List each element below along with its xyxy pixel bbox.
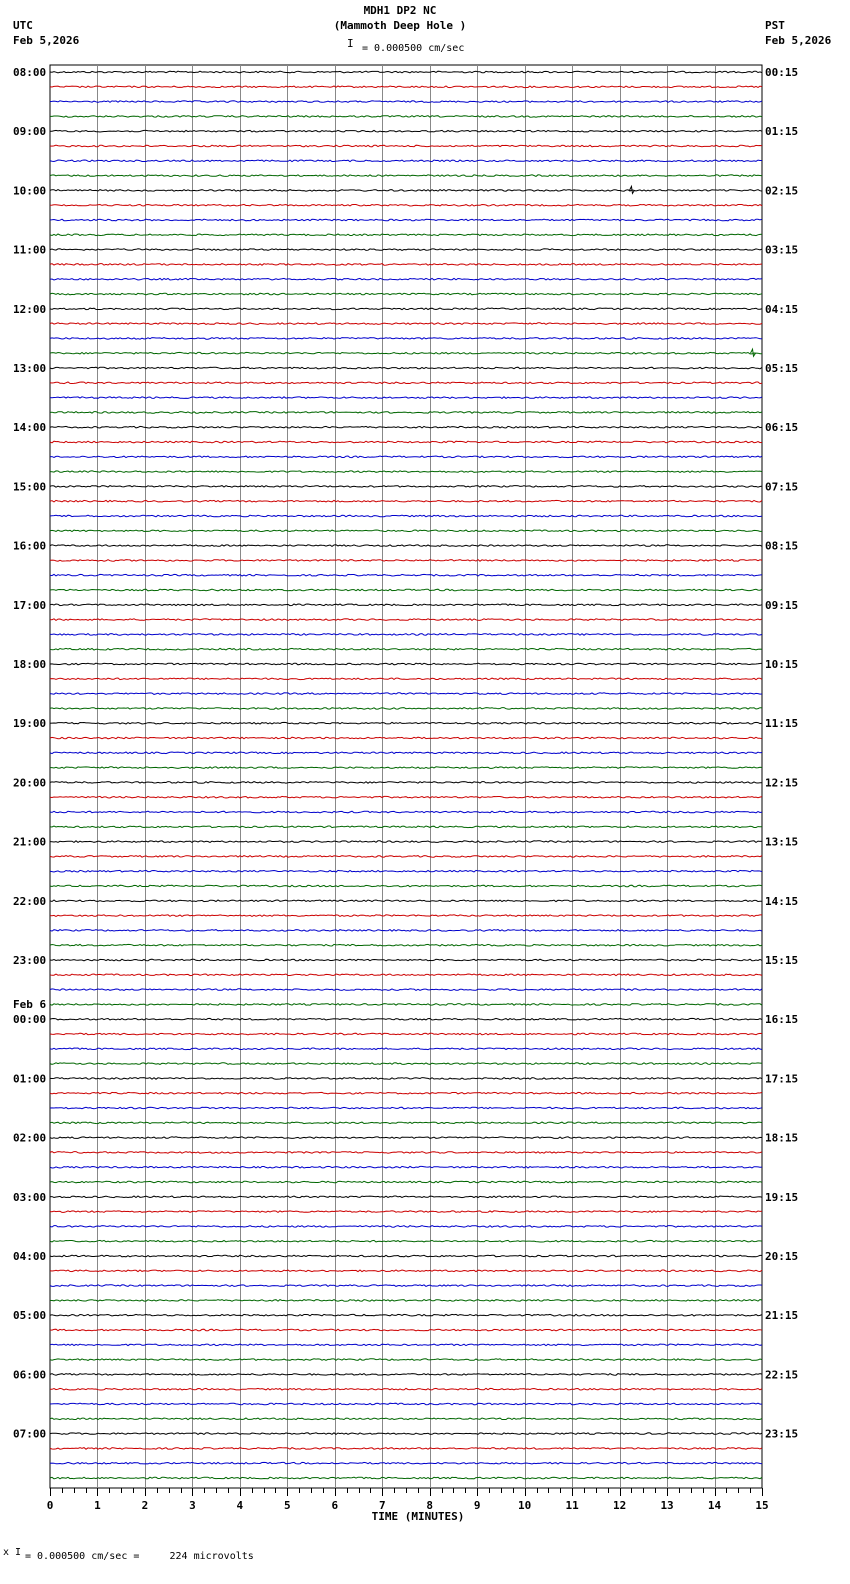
trace-3 <box>50 116 762 118</box>
trace-76 <box>50 1196 762 1198</box>
utc-hour-label: 17:00 <box>13 598 47 612</box>
trace-54 <box>50 870 762 872</box>
utc-hour-label: 04:00 <box>13 1250 47 1263</box>
pst-hour-label: 10:15 <box>765 658 799 671</box>
utc-hour-label: 11:00 <box>13 243 47 257</box>
trace-37 <box>50 619 762 621</box>
utc-hour-label: 22:00 <box>13 894 47 908</box>
utc-hour-label: 21:00 <box>13 835 47 849</box>
trace-0 <box>50 71 762 73</box>
pst-hour-label: 08:15 <box>765 539 799 553</box>
utc-hour-label: 10:00 <box>13 184 47 198</box>
x-tick-label: 8 <box>426 1499 434 1512</box>
trace-20 <box>50 367 762 369</box>
trace-8 <box>50 190 762 192</box>
x-tick-label: 1 <box>94 1499 101 1512</box>
trace-34 <box>50 574 762 576</box>
x-tick-label: 6 <box>331 1499 339 1512</box>
trace-15 <box>50 293 762 295</box>
x-tick-label: 10 <box>518 1499 532 1512</box>
utc-hour-label: 02:00 <box>13 1131 47 1145</box>
trace-95 <box>50 1477 762 1479</box>
utc-hour-label: 09:00 <box>13 125 47 139</box>
x-tick-label: 11 <box>565 1499 579 1512</box>
scale-bar-icon: I <box>347 37 354 50</box>
trace-68 <box>50 1078 762 1080</box>
pst-hour-label: 17:15 <box>765 1072 799 1086</box>
trace-67 <box>50 1063 762 1065</box>
trace-51 <box>50 826 762 828</box>
trace-83 <box>50 1300 762 1302</box>
trace-9 <box>50 204 762 206</box>
utc-hour-label: 05:00 <box>13 1309 47 1323</box>
trace-33 <box>50 560 762 562</box>
x-tick-label: 0 <box>46 1499 54 1512</box>
pst-hour-label: 22:15 <box>765 1368 799 1382</box>
utc-hour-label: 12:00 <box>13 302 47 316</box>
pst-hour-label: 23:15 <box>765 1427 799 1441</box>
trace-89 <box>50 1388 762 1390</box>
utc-hour-label: 14:00 <box>13 421 47 435</box>
pst-hour-label: 18:15 <box>765 1131 799 1145</box>
footer-scale-note: = 0.000500 cm/sec = 224 microvolts <box>25 1551 254 1562</box>
trace-80 <box>50 1255 762 1257</box>
trace-25 <box>50 441 762 443</box>
trace-59 <box>50 944 762 946</box>
scale-label: = 0.000500 cm/sec <box>362 43 465 54</box>
right-date: Feb 5,2026 <box>765 34 832 47</box>
pst-hour-label: 11:15 <box>765 717 799 731</box>
trace-19 <box>50 352 762 354</box>
trace-32 <box>50 545 762 547</box>
x-tick-label: 12 <box>612 1499 627 1512</box>
utc-hour-label: 13:00 <box>13 362 47 375</box>
trace-79 <box>50 1240 762 1242</box>
trace-23 <box>50 412 762 414</box>
trace-56 <box>50 900 762 902</box>
left-date: Feb 5,2026 <box>13 34 80 47</box>
utc-hour-label: 20:00 <box>13 776 47 790</box>
utc-hour-label: 08:00 <box>13 66 47 79</box>
trace-70 <box>50 1107 762 1109</box>
trace-72 <box>50 1137 762 1139</box>
trace-52 <box>50 841 762 843</box>
trace-91 <box>50 1418 762 1420</box>
trace-88 <box>50 1374 762 1376</box>
utc-hour-label: 07:00 <box>13 1427 47 1441</box>
utc-hour-label: 16:00 <box>13 539 47 553</box>
trace-35 <box>50 589 762 591</box>
trace-21 <box>50 382 762 384</box>
pst-hour-label: 12:15 <box>765 776 799 790</box>
trace-77 <box>50 1211 762 1213</box>
trace-17 <box>50 323 762 325</box>
trace-43 <box>50 708 762 710</box>
pst-hour-label: 20:15 <box>765 1250 799 1263</box>
trace-26 <box>50 456 762 458</box>
pst-hour-label: 04:15 <box>765 302 799 316</box>
trace-73 <box>50 1152 762 1154</box>
trace-38 <box>50 634 762 636</box>
trace-29 <box>50 500 762 502</box>
pst-hour-label: 13:15 <box>765 835 799 849</box>
trace-53 <box>50 856 762 858</box>
trace-39 <box>50 648 762 650</box>
trace-87 <box>50 1359 762 1361</box>
trace-93 <box>50 1448 762 1450</box>
pst-hour-label: 15:15 <box>765 954 799 967</box>
trace-86 <box>50 1344 762 1346</box>
trace-40 <box>50 663 762 665</box>
pst-hour-label: 19:15 <box>765 1190 799 1204</box>
trace-94 <box>50 1462 762 1464</box>
trace-2 <box>50 101 762 103</box>
utc-hour-label: 23:00 <box>13 954 47 967</box>
trace-84 <box>50 1314 762 1316</box>
trace-55 <box>50 885 762 887</box>
x-tick-label: 14 <box>707 1499 722 1512</box>
trace-71 <box>50 1122 762 1124</box>
pst-hour-label: 01:15 <box>765 125 799 139</box>
pst-hour-label: 14:15 <box>765 894 799 908</box>
trace-12 <box>50 249 762 251</box>
trace-24 <box>50 426 762 428</box>
left-timezone: UTC <box>13 19 33 32</box>
trace-64 <box>50 1018 762 1020</box>
trace-63 <box>50 1004 762 1006</box>
trace-27 <box>50 471 762 473</box>
trace-31 <box>50 530 762 532</box>
x-tick-label: 3 <box>189 1499 196 1512</box>
station-title: MDH1 DP2 NC <box>363 4 437 17</box>
x-tick-label: 9 <box>473 1499 481 1512</box>
trace-66 <box>50 1048 762 1050</box>
pst-hour-label: 21:15 <box>765 1309 799 1323</box>
trace-22 <box>50 397 762 399</box>
trace-50 <box>50 811 762 813</box>
trace-62 <box>50 989 762 991</box>
trace-41 <box>50 678 762 680</box>
trace-7 <box>50 175 762 177</box>
trace-11 <box>50 234 762 236</box>
trace-14 <box>50 278 762 280</box>
utc-hour-label: 00:00 <box>13 1013 47 1027</box>
date-change-label: Feb 6 <box>13 998 47 1012</box>
x-tick-label: 15 <box>755 1499 769 1512</box>
trace-28 <box>50 486 762 488</box>
trace-74 <box>50 1166 762 1168</box>
trace-82 <box>50 1285 762 1287</box>
x-tick-label: 7 <box>378 1499 386 1512</box>
right-timezone: PST <box>765 19 785 32</box>
x-tick-label: 5 <box>284 1499 291 1512</box>
trace-6 <box>50 160 762 162</box>
utc-hour-label: 06:00 <box>13 1368 47 1382</box>
trace-69 <box>50 1092 762 1094</box>
utc-hour-label: 18:00 <box>13 658 47 671</box>
pst-hour-label: 07:15 <box>765 480 799 494</box>
pst-hour-label: 06:15 <box>765 421 799 435</box>
trace-45 <box>50 737 762 739</box>
trace-75 <box>50 1181 762 1183</box>
trace-57 <box>50 915 762 917</box>
station-location: (Mammoth Deep Hole ) <box>333 19 467 32</box>
utc-hour-label: 15:00 <box>13 480 47 494</box>
trace-13 <box>50 264 762 266</box>
trace-78 <box>50 1226 762 1228</box>
trace-81 <box>50 1270 762 1272</box>
pst-hour-label: 00:15 <box>765 66 799 79</box>
utc-hour-label: 03:00 <box>13 1190 47 1204</box>
trace-61 <box>50 974 762 976</box>
trace-65 <box>50 1033 762 1035</box>
pst-hour-label: 03:15 <box>765 243 799 257</box>
trace-44 <box>50 722 762 724</box>
trace-1 <box>50 86 762 88</box>
x-tick-label: 4 <box>236 1499 244 1512</box>
trace-60 <box>50 959 762 961</box>
trace-36 <box>50 604 762 606</box>
x-tick-label: 2 <box>141 1499 149 1512</box>
trace-10 <box>50 219 762 221</box>
trace-46 <box>50 752 762 754</box>
trace-85 <box>50 1329 762 1331</box>
utc-hour-label: 19:00 <box>13 717 47 731</box>
pst-hour-label: 02:15 <box>765 184 799 198</box>
trace-18 <box>50 338 762 340</box>
x-axis-title: TIME (MINUTES) <box>371 1510 465 1523</box>
trace-48 <box>50 782 762 784</box>
trace-58 <box>50 930 762 932</box>
trace-90 <box>50 1403 762 1405</box>
trace-47 <box>50 767 762 769</box>
trace-30 <box>50 515 762 517</box>
utc-hour-label: 01:00 <box>13 1072 47 1086</box>
pst-hour-label: 16:15 <box>765 1013 799 1027</box>
footer-scale-icon: x I <box>3 1547 22 1558</box>
trace-16 <box>50 308 762 310</box>
trace-4 <box>50 130 762 132</box>
x-tick-label: 13 <box>660 1499 674 1512</box>
trace-49 <box>50 796 762 798</box>
trace-92 <box>50 1433 762 1435</box>
pst-hour-label: 05:15 <box>765 362 799 375</box>
trace-5 <box>50 145 762 147</box>
pst-hour-label: 09:15 <box>765 598 799 612</box>
trace-42 <box>50 693 762 695</box>
